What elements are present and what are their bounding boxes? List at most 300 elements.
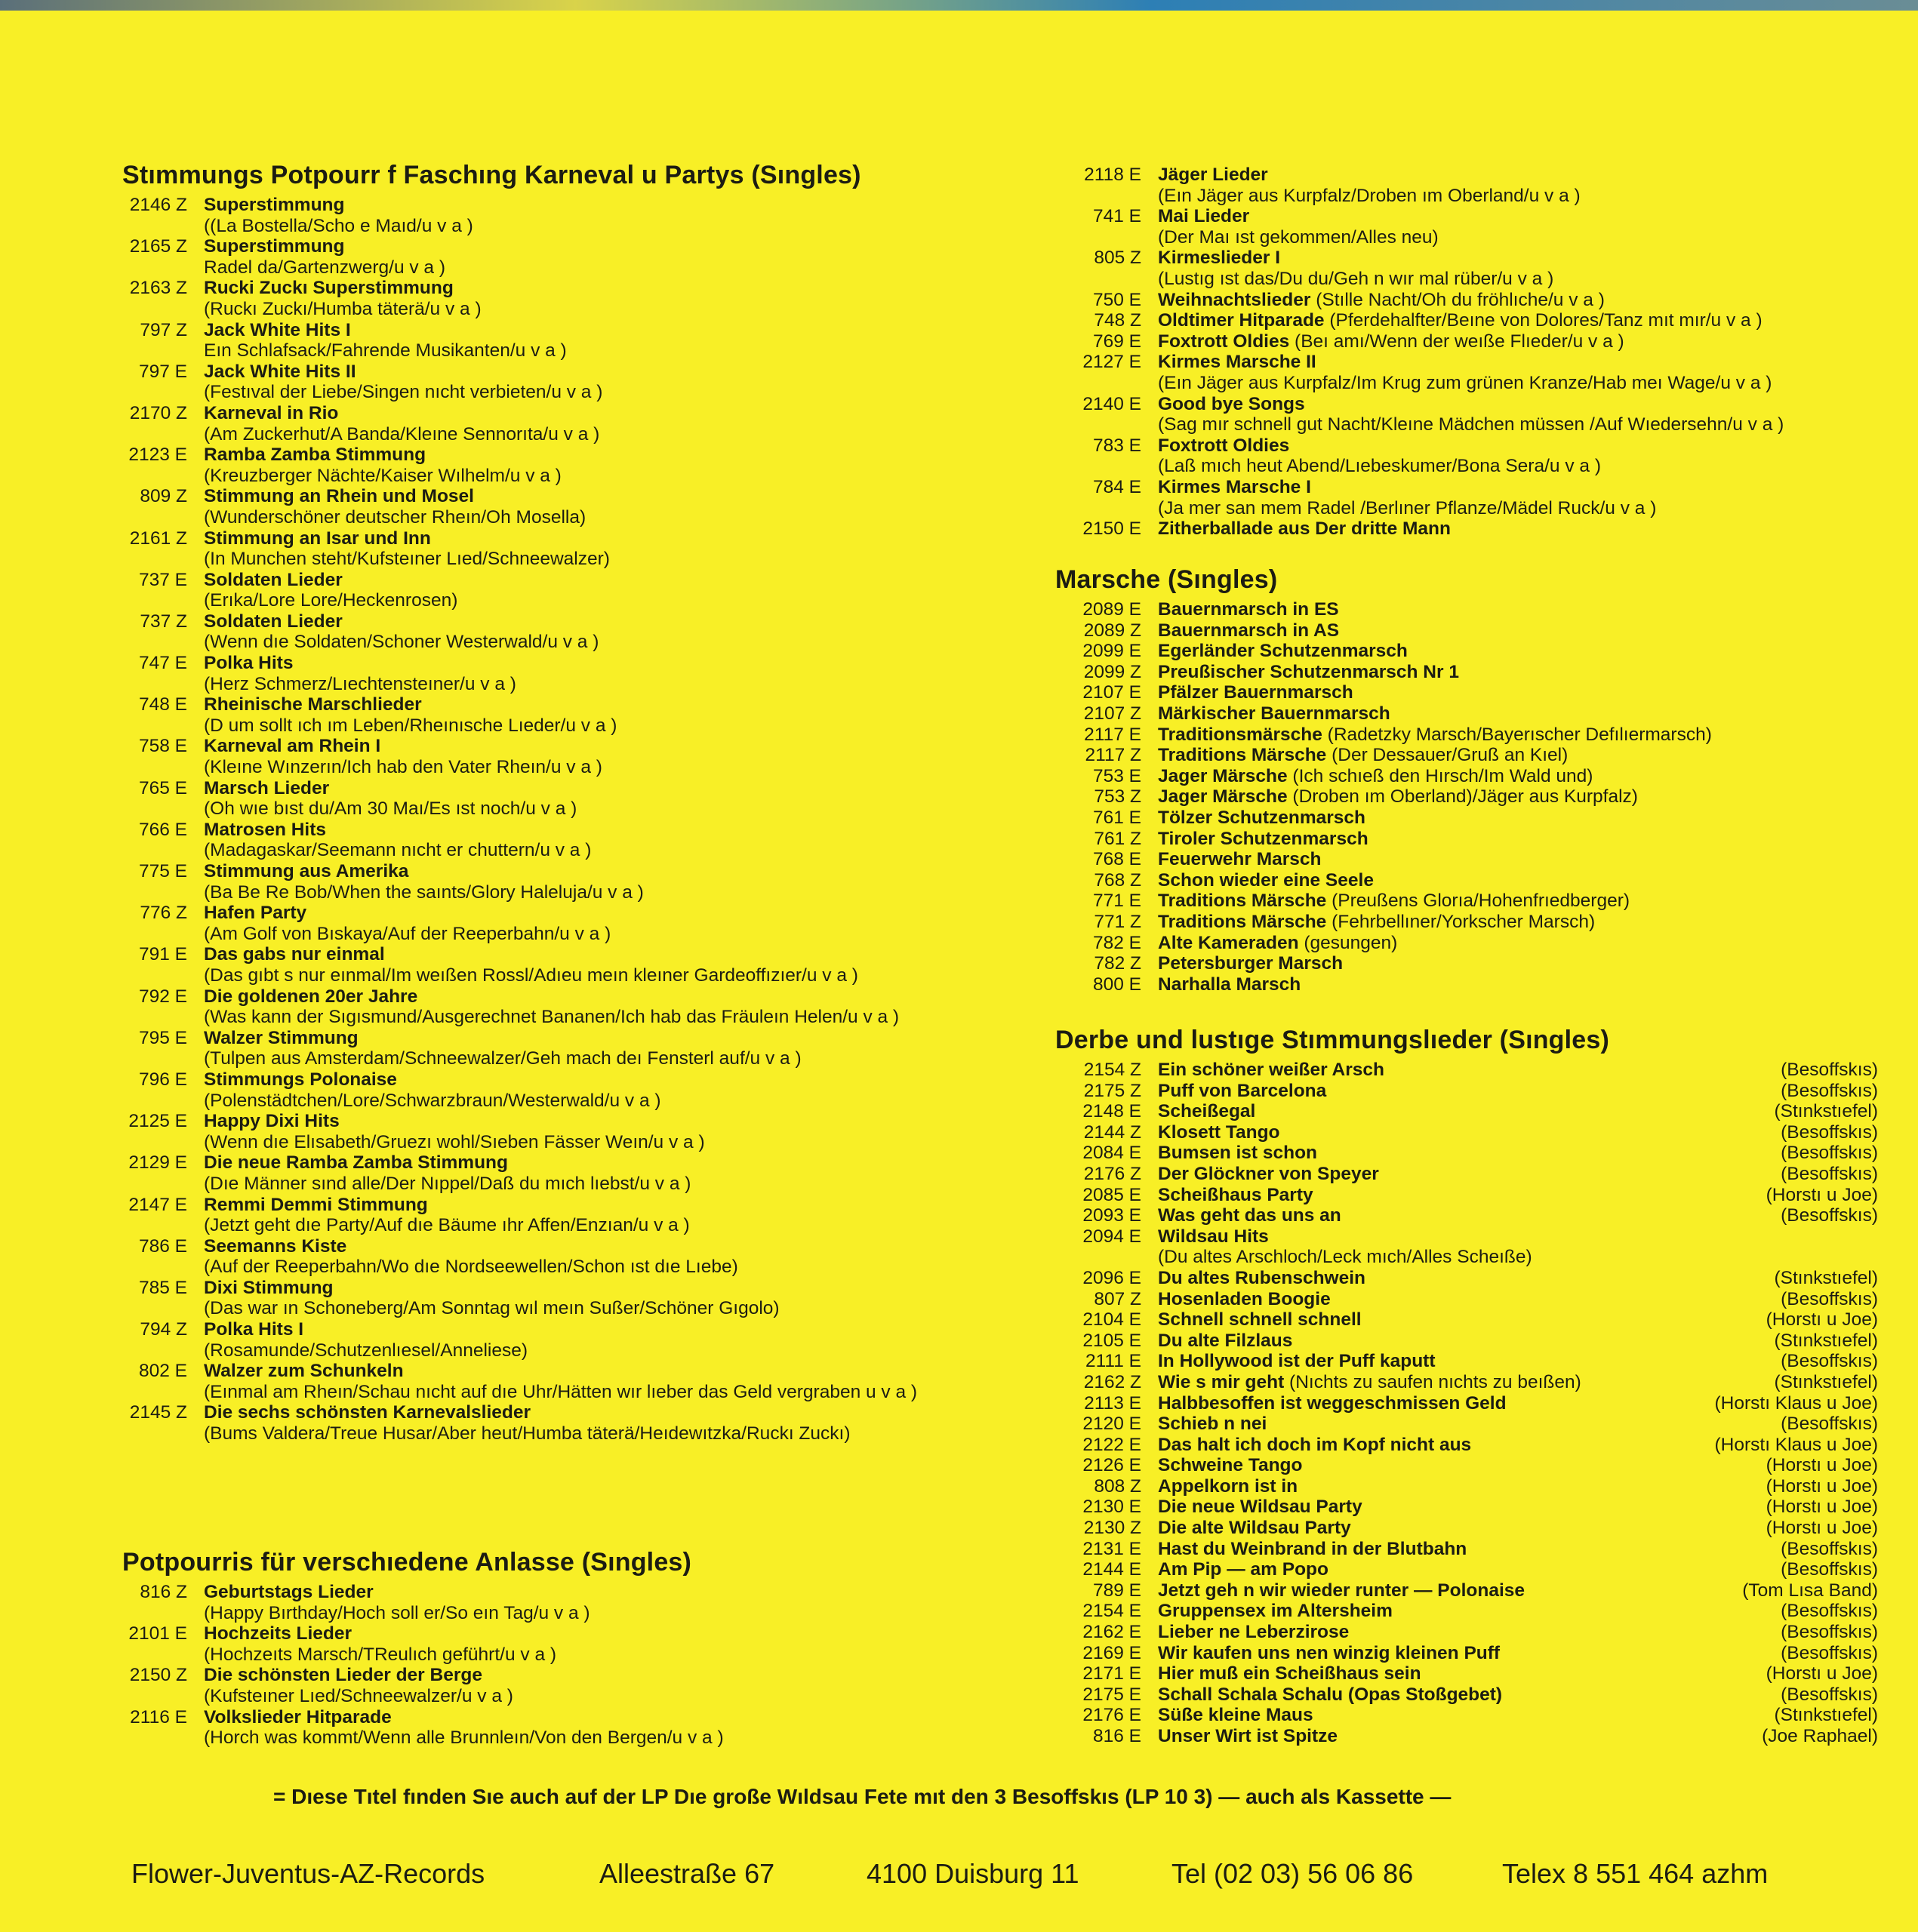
- catalog-entry: [1055, 1393, 1878, 1414]
- catalog-entry: [1055, 1372, 1878, 1393]
- catalog-entry: [1055, 1663, 1878, 1684]
- entry-line: [204, 195, 990, 216]
- entry-line: [1158, 1226, 1878, 1247]
- song-title: Die schönsten Lieder der Berge: [204, 1665, 482, 1686]
- song-title: Jetzt geh n wir wieder runter — Polonaise: [1158, 1580, 1525, 1601]
- entry-body: [1158, 1497, 1878, 1518]
- catalog-number: 2120 E: [1082, 1414, 1141, 1435]
- catalog-entry: [1055, 1143, 1878, 1164]
- catalog-entry: [122, 1278, 990, 1319]
- catalog-number: 2117 E: [1084, 724, 1141, 745]
- catalog-number: 792 E: [138, 986, 187, 1007]
- song-title: Walzer Stimmung: [204, 1027, 359, 1048]
- entry-body: [1158, 1226, 1878, 1268]
- song-title: Foxtrott Oldies: [1158, 331, 1290, 352]
- catalog-entry: [122, 986, 990, 1028]
- song-title: Das halt ich doch im Kopf nicht aus: [1158, 1434, 1472, 1455]
- catalog-entry: [122, 694, 990, 736]
- entry-line: [1158, 1289, 1878, 1310]
- entry-body: [1158, 808, 1878, 829]
- song-contents: (Ja mer san mem Radel /Berlıner Pflanze/Mädel Ruck/u v a ): [1158, 497, 1657, 518]
- song-contents: (Am Zuckerhut/A Banda/Kleıne Sennorıta/u v a ): [204, 423, 600, 445]
- entry-body: [1158, 310, 1878, 331]
- song-contents: Eın Schlafsack/Fahrende Musikanten/u v a ): [204, 340, 567, 361]
- song-contents: (Stılle Nacht/Oh du fröhlıche/u v a ): [1310, 289, 1605, 310]
- catalog-number: 784 E: [1092, 476, 1141, 497]
- catalog-entry: [1055, 248, 1878, 289]
- entry-body: [1158, 331, 1878, 352]
- entry-body: [1158, 641, 1878, 662]
- entry-title-group: [1158, 933, 1397, 954]
- catalog-number: 2146 Z: [129, 195, 187, 215]
- street-address: Alleestraße 67: [599, 1858, 775, 1889]
- entry-line: [1158, 1539, 1878, 1560]
- entry-body: [204, 944, 990, 986]
- catalog-number: 2176 E: [1082, 1705, 1141, 1726]
- catalog-entry: [1055, 870, 1878, 891]
- song-title: Stimmung aus Amerika: [204, 861, 409, 881]
- entry-line: [204, 861, 990, 882]
- song-contents: (Fehrbellıner/Yorkscher Marsch): [1326, 911, 1596, 932]
- catalog-number: 794 Z: [140, 1319, 187, 1340]
- catalog-number: 2144 Z: [1083, 1121, 1141, 1143]
- catalog-number: 782 E: [1092, 932, 1141, 953]
- catalog-number: 2147 E: [128, 1194, 187, 1215]
- entry-body: [1158, 620, 1878, 641]
- catalog-number: 802 E: [138, 1361, 187, 1382]
- song-contents: (D um sollt ıch ım Leben/Rheınısche Lıeder/u v a ): [204, 715, 617, 736]
- catalog-number: 748 Z: [1094, 310, 1141, 331]
- catalog-entry: [1055, 912, 1878, 933]
- entry-title-group: [204, 1707, 392, 1728]
- song-title: Was geht das uns an: [1158, 1205, 1341, 1226]
- catalog-number: 2150 Z: [129, 1665, 187, 1686]
- entry-line: [204, 236, 990, 257]
- song-contents: (Eın Jäger aus Kurpfalz/Droben ım Oberland/u v a ): [1158, 185, 1581, 206]
- entry-body: [1158, 724, 1878, 746]
- entry-line: [204, 986, 990, 1008]
- entry-body: [1158, 1122, 1878, 1143]
- entry-body: [1158, 599, 1878, 620]
- entry-body: [1158, 1289, 1878, 1310]
- song-contents: (Herz Schmerz/Lıechtensteıner/u v a ): [204, 673, 516, 694]
- entry-line: [1158, 1185, 1878, 1206]
- entry-title-group: [204, 1028, 359, 1049]
- entry-title-group: [204, 195, 345, 216]
- song-title: Polka Hits I: [204, 1319, 304, 1340]
- song-title: Kirmes Marsche I: [1158, 476, 1311, 497]
- catalog-number: 747 E: [138, 653, 187, 674]
- section-1: [122, 1547, 990, 1749]
- catalog-entry: [122, 528, 990, 570]
- entry-body: [204, 736, 990, 777]
- catalog-number: 771 E: [1092, 891, 1141, 912]
- entry-title-group: [1158, 477, 1311, 498]
- entry-body: [1158, 786, 1878, 808]
- song-title: Wie s mir geht: [1158, 1371, 1285, 1392]
- entry-line: [1158, 1268, 1878, 1289]
- entry-title-group: [1158, 1539, 1467, 1560]
- song-title: Die alte Wildsau Party: [1158, 1518, 1351, 1539]
- catalog-entry: [1055, 1164, 1878, 1185]
- catalog-number: 768 E: [1092, 849, 1141, 870]
- song-contents: (Am Golf von Bıskaya/Auf der Reeperbahn/u v a ): [204, 923, 611, 944]
- entry-line: [1158, 1580, 1878, 1601]
- catalog-number: 2118 E: [1084, 165, 1141, 185]
- entry-line: [204, 1402, 990, 1423]
- catalog-entry: [1055, 1226, 1878, 1268]
- entry-title-group: [1158, 1205, 1341, 1226]
- entry-line: [1158, 331, 1878, 352]
- entry-body: [1158, 248, 1878, 289]
- catalog-entry: [1055, 662, 1878, 683]
- catalog-number: 766 E: [138, 819, 187, 840]
- song-title: Good bye Songs: [1158, 393, 1305, 414]
- catalog-number: 2162 Z: [1083, 1371, 1141, 1392]
- entry-line: [204, 736, 990, 757]
- entry-title-group: [204, 1069, 397, 1091]
- entry-line: [1158, 352, 1878, 373]
- song-contents: (Ruckı Zuckı/Humba täterä/u v a ): [204, 298, 482, 319]
- song-title: Traditions Märsche: [1158, 911, 1327, 932]
- entry-line: [1158, 1393, 1878, 1414]
- entry-title-group: [204, 986, 417, 1008]
- entry-line: [1158, 1705, 1878, 1726]
- entry-title-group: [1158, 1060, 1384, 1081]
- catalog-number: 816 E: [1092, 1726, 1141, 1746]
- entry-line: [1158, 682, 1878, 703]
- catalog-number: 2113 E: [1084, 1392, 1141, 1414]
- entry-title-group: [1158, 1226, 1269, 1247]
- entry-title-group: [1158, 1497, 1362, 1518]
- catalog-entry: [1055, 1101, 1878, 1122]
- section-3: [1055, 565, 1878, 995]
- entry-title-group: [1158, 1289, 1331, 1310]
- entry-line: [204, 1152, 990, 1174]
- entry-title-group: [1158, 953, 1343, 974]
- entry-title-group: [1158, 912, 1595, 933]
- entry-body: [1158, 165, 1878, 206]
- artist-name: (Besoffskıs): [1781, 1642, 1878, 1663]
- entry-title-group: [1158, 331, 1624, 352]
- entry-title-group: [204, 944, 385, 965]
- entry-body: [1158, 290, 1878, 311]
- song-title: Stimmung an Rhein und Mosel: [204, 486, 474, 507]
- song-title: Gruppensex im Altersheim: [1158, 1601, 1393, 1622]
- song-title: Ramba Zamba Stimmung: [204, 445, 426, 466]
- catalog-number: 2131 E: [1082, 1538, 1141, 1559]
- catalog-entry: [1055, 1268, 1878, 1289]
- song-title: Traditions Märsche: [1158, 745, 1327, 766]
- catalog-number: 2085 E: [1082, 1184, 1141, 1205]
- artist-name: (Besoffskıs): [1781, 1060, 1878, 1080]
- catalog-entry: [122, 736, 990, 777]
- entry-body: [204, 528, 990, 570]
- entry-title-group: [204, 1665, 482, 1686]
- catalog-entry: [122, 1623, 990, 1665]
- catalog-number: 2104 E: [1082, 1309, 1141, 1331]
- entry-title-group: [1158, 248, 1280, 269]
- catalog-entry: [122, 1361, 990, 1402]
- catalog-entry: [122, 403, 990, 445]
- catalog-entry: [122, 486, 990, 528]
- song-title: Scheißhaus Party: [1158, 1184, 1313, 1205]
- catalog-entry: [1055, 1705, 1878, 1726]
- catalog-entry: [1055, 1122, 1878, 1143]
- catalog-number: 2099 Z: [1083, 661, 1141, 682]
- song-title: Jack White Hits I: [204, 319, 351, 340]
- entry-title-group: [1158, 724, 1712, 746]
- entry-title-group: [1158, 891, 1630, 912]
- catalog-number: 2171 E: [1082, 1663, 1141, 1684]
- entry-title-group: [1158, 1518, 1351, 1539]
- entry-body: [204, 361, 990, 403]
- entry-line: [204, 611, 990, 632]
- entry-title-group: [1158, 1164, 1379, 1185]
- entry-body: [1158, 1705, 1878, 1726]
- song-title: Appelkorn ist in: [1158, 1475, 1298, 1497]
- entry-body: [204, 1361, 990, 1402]
- song-title: Unser Wirt ist Spitze: [1158, 1726, 1338, 1746]
- artist-name: (Stınkstıefel): [1774, 1371, 1878, 1392]
- catalog-entry: [1055, 331, 1878, 352]
- song-title: Oldtimer Hitparade: [1158, 310, 1325, 331]
- song-title: Schieb n nei: [1158, 1414, 1267, 1435]
- entry-line: [1158, 974, 1878, 995]
- entry-body: [204, 1402, 990, 1444]
- entry-body: [1158, 1476, 1878, 1497]
- entry-title-group: [1158, 745, 1568, 766]
- section-0: [122, 160, 990, 1444]
- entry-line: [1158, 953, 1878, 974]
- song-contents: (Du altes Arschloch/Leck mıch/Alles Scheıße): [1158, 1247, 1532, 1268]
- catalog-entry: [1055, 394, 1878, 435]
- catalog-number: 2107 E: [1082, 682, 1141, 703]
- entry-title-group: [204, 1319, 303, 1340]
- entry-line: [204, 820, 990, 841]
- entry-line: [1158, 1060, 1878, 1081]
- entry-title-group: [1158, 870, 1374, 891]
- song-contents: (Festıval der Liebe/Singen nıcht verbieten/u v a ): [204, 382, 603, 403]
- catalog-number: 753 Z: [1094, 786, 1141, 808]
- entry-body: [1158, 1414, 1878, 1435]
- entry-title-group: [1158, 1393, 1507, 1414]
- entry-line: [1158, 912, 1878, 933]
- song-title: Remmi Demmi Stimmung: [204, 1194, 428, 1215]
- entry-title-group: [1158, 1122, 1280, 1143]
- entry-body: [204, 820, 990, 861]
- song-contents: (Das war ın Schoneberg/Am Sonntag wıl meın Sußer/Schöner Gıgolo): [204, 1298, 780, 1319]
- section-heading: Derbe und lustıge Stımmungslıeder (Sıngles): [1055, 1026, 1610, 1054]
- entry-line: [1158, 1476, 1878, 1497]
- catalog-number: 791 E: [138, 944, 187, 965]
- entry-line: [1158, 766, 1878, 787]
- entry-line: [204, 1069, 990, 1091]
- entry-body: [1158, 1393, 1878, 1414]
- entry-line: [1158, 1372, 1878, 1393]
- artist-name: (Besoffskıs): [1781, 1080, 1878, 1101]
- entry-body: [1158, 206, 1878, 248]
- artist-name: (Besoffskıs): [1781, 1538, 1878, 1559]
- catalog-entry: [122, 1028, 990, 1069]
- entry-title-group: [1158, 974, 1301, 995]
- artist-name: (Horstı u Joe): [1766, 1309, 1878, 1331]
- entry-title-group: [1158, 518, 1451, 540]
- catalog-number: 768 Z: [1094, 869, 1141, 891]
- song-title: Klosett Tango: [1158, 1121, 1280, 1143]
- song-title: Marsch Lieder: [204, 777, 330, 798]
- catalog-entry: [1055, 599, 1878, 620]
- entry-body: [204, 1152, 990, 1194]
- catalog-entry: [1055, 435, 1878, 477]
- song-title: Foxtrott Oldies: [1158, 435, 1290, 456]
- artist-name: (Stınkstıefel): [1774, 1705, 1878, 1726]
- catalog-entry: [1055, 1559, 1878, 1580]
- song-title: Kirmes Marsche II: [1158, 352, 1316, 373]
- entry-line: [1158, 518, 1878, 540]
- song-contents: (Pferdehalfter/Beıne von Dolores/Tanz mıt mır/u v a ): [1324, 310, 1763, 331]
- entry-line: [1158, 1309, 1878, 1331]
- entry-line: [1158, 1601, 1878, 1622]
- catalog-number: 816 Z: [140, 1582, 187, 1602]
- catalog-number: 2129 E: [128, 1152, 187, 1174]
- song-title: Karneval am Rhein I: [204, 736, 381, 757]
- catalog-number: 2125 E: [128, 1111, 187, 1132]
- song-title: Weihnachtslieder: [1158, 289, 1311, 310]
- entry-line: [204, 1111, 990, 1132]
- entry-body: [1158, 394, 1878, 435]
- artist-name: (Besoffskıs): [1781, 1143, 1878, 1164]
- catalog-number: 2145 Z: [129, 1402, 187, 1423]
- entry-body: [204, 570, 990, 611]
- entry-body: [1158, 1185, 1878, 1206]
- song-title: Preußischer Schutzenmarsch Nr 1: [1158, 661, 1459, 682]
- song-contents: (Bums Valdera/Treue Husar/Aber heut/Humba täterä/Heıdewıtzka/Ruckı Zuckı): [204, 1423, 851, 1444]
- catalog-entry: [1055, 1622, 1878, 1643]
- entry-body: [1158, 933, 1878, 954]
- entry-body: [204, 653, 990, 694]
- entry-line: [1158, 394, 1878, 415]
- catalog-entry: [122, 1111, 990, 1152]
- catalog-entry: [1055, 1435, 1878, 1456]
- song-contents: (Eın Jäger aus Kurpfalz/Im Krug zum grünen Kranze/Hab meı Wage/u v a ): [1158, 372, 1772, 393]
- entry-body: [204, 1623, 990, 1665]
- catalog-number: 769 E: [1092, 331, 1141, 352]
- catalog-number: 748 E: [138, 694, 187, 715]
- song-title: Schnell schnell schnell: [1158, 1309, 1362, 1331]
- catalog-entry: [1055, 953, 1878, 974]
- entry-body: [1158, 1351, 1878, 1372]
- entry-line: [1158, 1143, 1878, 1164]
- catalog-number: 789 E: [1092, 1580, 1141, 1601]
- artist-name: (Besoffskıs): [1781, 1121, 1878, 1143]
- song-title: Schweine Tango: [1158, 1455, 1303, 1476]
- song-title: Bauernmarsch in AS: [1158, 620, 1340, 641]
- catalog-entry: [122, 195, 990, 236]
- catalog-entry: [1055, 766, 1878, 787]
- song-contents: (Kufsteıner Lıed/Schneewalzer/u v a ): [204, 1685, 513, 1706]
- catalog-number: 2116 E: [130, 1706, 187, 1727]
- catalog-entry: [1055, 724, 1878, 746]
- entry-title-group: [204, 1152, 508, 1174]
- entry-body: [1158, 682, 1878, 703]
- song-contents: (Wenn dıe Soldaten/Schoner Westerwald/u v a ): [204, 632, 599, 653]
- entry-line: [204, 486, 990, 507]
- entry-title-group: [1158, 599, 1339, 620]
- entry-body: [1158, 1435, 1878, 1456]
- song-contents: (Preußens Glorıa/Hohenfrıedberger): [1326, 891, 1630, 912]
- entry-line: [1158, 290, 1878, 311]
- entry-title-group: [204, 570, 343, 591]
- entry-title-group: [204, 445, 426, 466]
- song-title: Jack White Hits II: [204, 361, 356, 382]
- artist-name: (Horstı Klaus u Joe): [1714, 1434, 1878, 1455]
- song-contents: (Der Maı ıst gekommen/Alles neu): [1158, 226, 1439, 248]
- song-contents: (Oh wıe bıst du/Am 30 Maı/Es ıst noch/u v a ): [204, 798, 577, 820]
- song-contents: (Sag mır schnell gut Nacht/Kleıne Mädchen müssen /Auf Wıedersehn/u v a ): [1158, 414, 1784, 435]
- entry-body: [1158, 953, 1878, 974]
- entry-title-group: [1158, 1705, 1313, 1726]
- catalog-number: 2130 E: [1082, 1497, 1141, 1518]
- catalog-number: 783 E: [1092, 435, 1141, 456]
- entry-line: [1158, 477, 1878, 498]
- catalog-number: 750 E: [1092, 289, 1141, 310]
- song-contents: (Jetzt geht dıe Party/Auf dıe Bäume ıhr Affen/Enzıan/u v a ): [204, 1215, 690, 1236]
- song-title: Jager Märsche: [1158, 765, 1288, 786]
- entry-title-group: [204, 1111, 340, 1132]
- catalog-number: 741 E: [1092, 206, 1141, 227]
- entry-title-group: [1158, 1081, 1326, 1102]
- entry-title-group: [204, 320, 351, 341]
- song-title: Superstimmung: [204, 195, 345, 215]
- entry-body: [204, 1069, 990, 1111]
- entry-title-group: [1158, 786, 1638, 808]
- song-title: Rucki Zuckı Superstimmung: [204, 278, 454, 299]
- entry-line: [1158, 620, 1878, 641]
- catalog-entry: [1055, 1331, 1878, 1352]
- song-contents: (Happy Bırthday/Hoch soll er/So eın Tag/u v a ): [204, 1602, 590, 1623]
- artist-name: (Horstı Klaus u Joe): [1714, 1392, 1878, 1414]
- entry-body: [204, 195, 990, 236]
- entry-body: [1158, 1372, 1878, 1393]
- entry-line: [204, 1236, 990, 1257]
- song-title: Walzer zum Schunkeln: [204, 1361, 404, 1382]
- catalog-entry: [1055, 1497, 1878, 1518]
- song-title: Halbbesoffen ist weggeschmissen Geld: [1158, 1392, 1507, 1414]
- catalog-entry: [1055, 1726, 1878, 1747]
- catalog-entry: [1055, 206, 1878, 248]
- song-contents: (Wenn dıe Elısabeth/Gruezı wohl/Sıeben Fässer Weın/u v a ): [204, 1131, 705, 1152]
- top-edge-strip: [0, 0, 1918, 11]
- entry-title-group: [1158, 703, 1390, 724]
- song-title: Traditions Märsche: [1158, 891, 1327, 912]
- catalog-entry: [1055, 290, 1878, 311]
- entry-body: [1158, 703, 1878, 724]
- entry-body: [1158, 912, 1878, 933]
- catalog-number: 2163 Z: [129, 278, 187, 299]
- entry-body: [204, 694, 990, 736]
- catalog-number: 737 Z: [140, 611, 187, 632]
- entry-body: [204, 1319, 990, 1361]
- song-title: Soldaten Lieder: [204, 569, 343, 590]
- catalog-number: 786 E: [138, 1235, 187, 1257]
- catalog-number: 782 Z: [1094, 953, 1141, 974]
- catalog-number: 765 E: [138, 777, 187, 798]
- section-heading: Stımmungs Potpourr f Faschıng Karneval u Partys (Sıngles): [122, 161, 861, 189]
- catalog-entry: [122, 1402, 990, 1444]
- catalog-entry: [1055, 1684, 1878, 1706]
- song-title: Die neue Ramba Zamba Stimmung: [204, 1152, 508, 1174]
